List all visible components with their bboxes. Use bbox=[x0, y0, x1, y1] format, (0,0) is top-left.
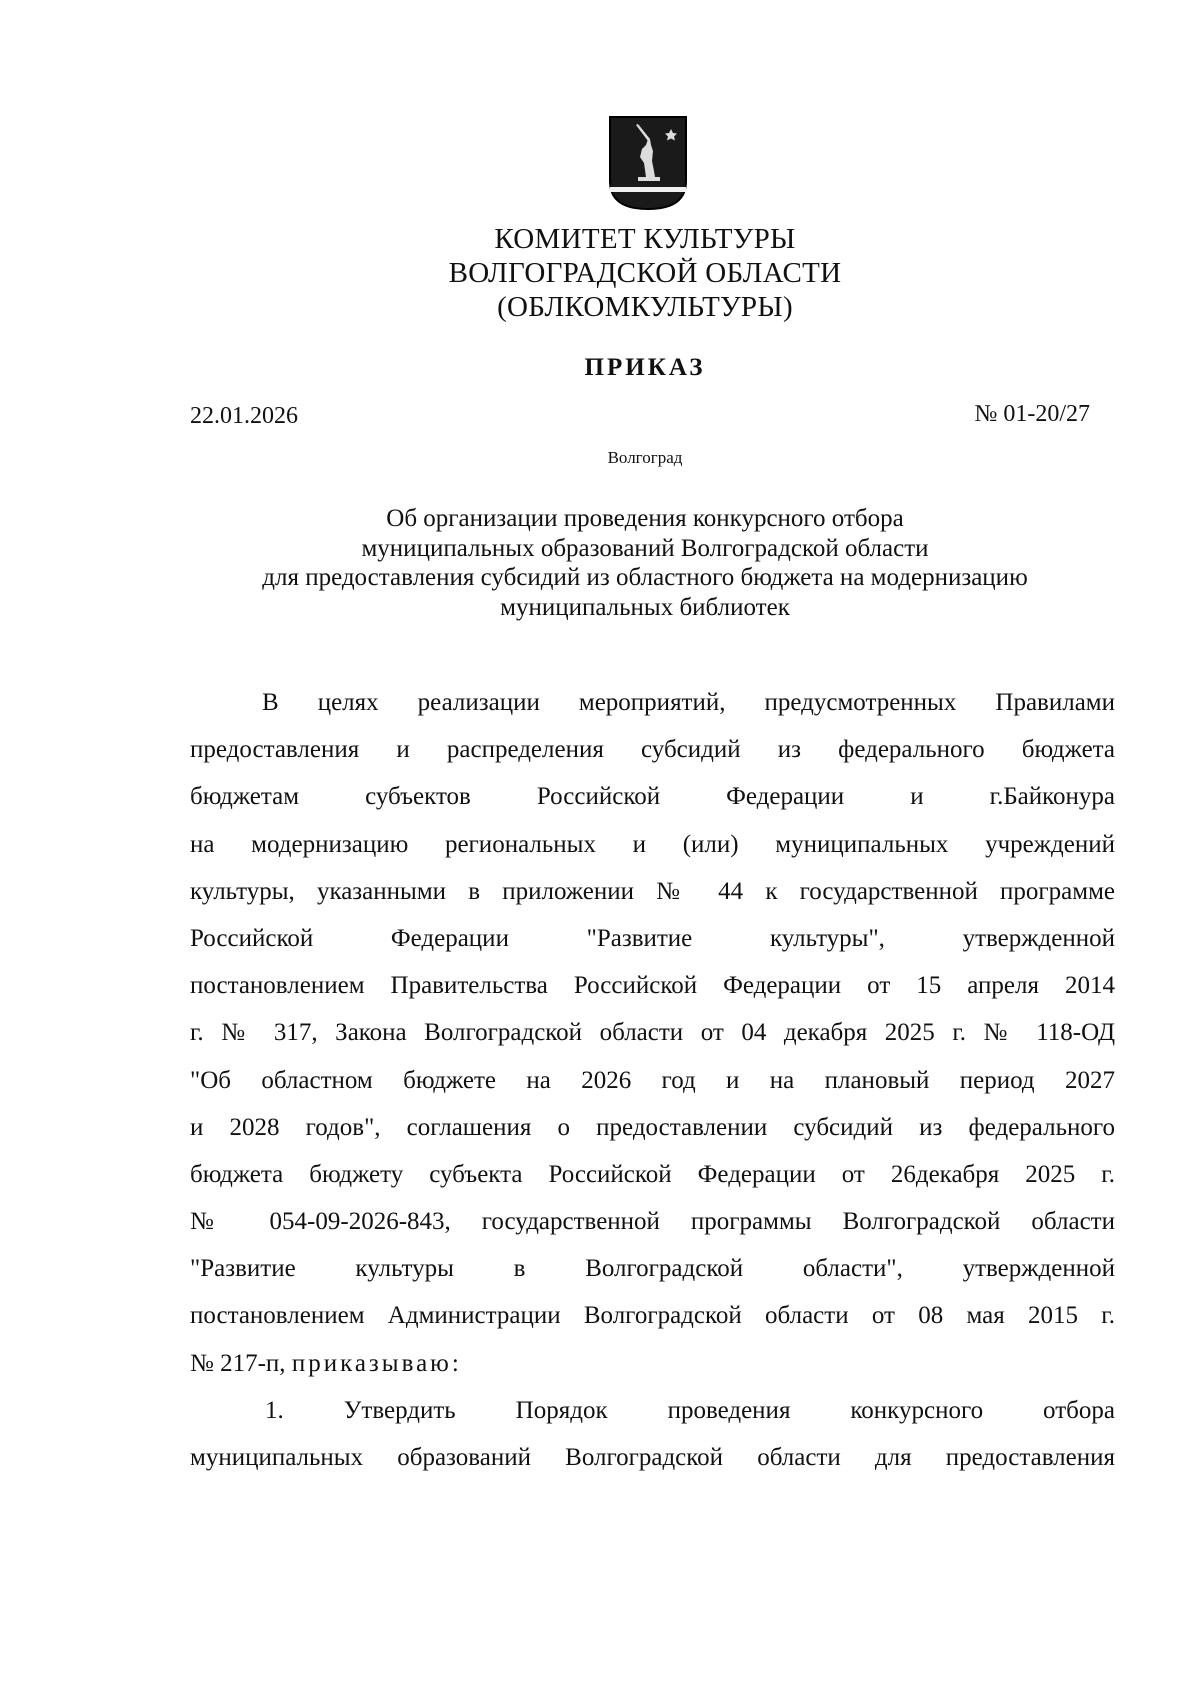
body-line-15 bbox=[190, 1340, 1115, 1387]
body-line-7: постановлением Правительства Российской Федерации от 15 апреля 2014 bbox=[190, 972, 1115, 1000]
body-line-1: В целях реализации мероприятий, предусмотренных Правилами bbox=[262, 689, 1115, 716]
item-1-continuation: муниципальных образований Волгоградской области для предоставления bbox=[190, 1444, 1115, 1471]
document-number: № 01-20/27 bbox=[974, 401, 1090, 427]
body-line-8: г. № 317, Закона Волгоградской области от 04 декабря 2025 г. № 118-ОД bbox=[190, 1019, 1115, 1047]
volgograd-coat-of-arms-icon bbox=[608, 115, 688, 211]
document-title bbox=[0, 504, 1200, 622]
body-line-11: бюджета бюджету субъекта Российской Федерации от 26декабря 2025 г. bbox=[190, 1160, 1115, 1188]
item-1-number: 1. bbox=[265, 1396, 284, 1424]
body-line-5: культуры, указанными в приложении № 44 к государственной программе bbox=[190, 877, 1115, 905]
body-line-3: бюджетам субъектов Российской Федерации и г.Байконура bbox=[190, 783, 1115, 811]
body-line-13: "Развитие культуры в Волгоградской области", утвержденной bbox=[190, 1255, 1115, 1283]
org-line-2: ВОЛГОГРАДСКОЙ ОБЛАСТИ bbox=[448, 257, 842, 289]
body-line-12: № 054-09-2026-843, государственной программы Волгоградской области bbox=[190, 1208, 1115, 1236]
org-line-1: КОМИТЕТ КУЛЬТУРЫ bbox=[494, 223, 796, 255]
title-line-4: муниципальных библиотек bbox=[500, 593, 790, 621]
item-1-word-5: отбора bbox=[1043, 1396, 1115, 1424]
title-line-3: для предоставления субсидий из областного бюджета на модернизацию bbox=[262, 564, 1028, 591]
item-1-word-1: Утвердить bbox=[343, 1396, 456, 1424]
item-1-word-2: Порядок bbox=[515, 1396, 608, 1424]
item-1-word-4: конкурсного bbox=[850, 1396, 984, 1424]
body-line-10: и 2028 годов", соглашения о предоставлении субсидий из федерального bbox=[190, 1113, 1115, 1141]
item-1-line bbox=[190, 1387, 1115, 1434]
resolution-reference: № 217-п, bbox=[190, 1349, 292, 1377]
document-type: ПРИКАЗ bbox=[584, 354, 706, 381]
title-line-2: муниципальных образований Волгоградской области bbox=[361, 534, 929, 562]
emblem-base bbox=[638, 177, 660, 181]
body-line-6: Российской Федерации "Развитие культуры", утвержденной bbox=[190, 924, 1115, 952]
document-date: 22.01.2026 bbox=[190, 403, 298, 429]
body-line-4: на модернизацию региональных и (или) муниципальных учреждений bbox=[190, 830, 1115, 858]
body-line-2: предоставления и распределения субсидий из федерального бюджета bbox=[190, 736, 1115, 764]
document-body bbox=[190, 679, 1115, 1481]
item-1-word-3: проведения bbox=[667, 1396, 791, 1424]
document-city: Волгоград bbox=[607, 448, 683, 467]
body-line-9: "Об областном бюджете на 2026 год и на плановый период 2027 bbox=[190, 1066, 1115, 1094]
org-line-3: (ОБЛКОМКУЛЬТУРЫ) bbox=[497, 291, 793, 323]
emblem-stripe bbox=[610, 187, 686, 192]
organization-name bbox=[0, 222, 1200, 324]
body-line-14: постановлением Администрации Волгоградской области от 08 мая 2015 г. bbox=[190, 1302, 1115, 1330]
coat-of-arms-emblem bbox=[608, 115, 688, 211]
title-line-1: Об организации проведения конкурсного отбора bbox=[386, 505, 904, 532]
directive-word: приказываю: bbox=[291, 1349, 462, 1377]
